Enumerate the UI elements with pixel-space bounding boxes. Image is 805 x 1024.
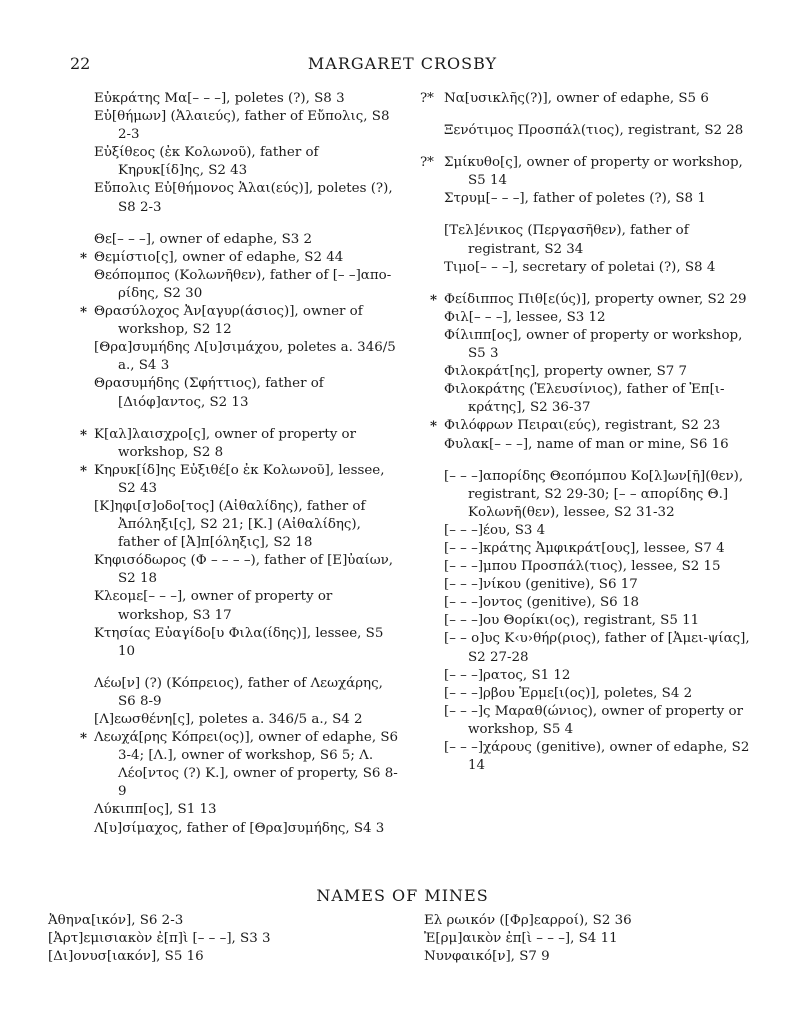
index-entry [94, 90, 400, 108]
mine-entry: [Δι]ονυσ[ιακόν], S5 16 [48, 949, 204, 965]
entry-text: Κηρυκ[ίδ]ης Εὐξιθέ[ο ἐκ Κολωνοῦ], lessee, S2 43 [94, 462, 385, 496]
entry-gap [420, 208, 750, 222]
entry-text: Λ[υ]σίμαχος, father of [Θρα]συμήδης, S4 3 [94, 820, 385, 836]
entry-text: Σμίκυθο[ς], owner of property or workshop, S5 14 [444, 155, 743, 189]
entry-text: [– – –]απορίδης Θεοπόμπου Κο[λ]ων[ῆ](θεν), registrant, S2 29-30; [– – απορίδης Θ.] Κολωνῆ(θεν), lessee, S2 31-32 [444, 468, 744, 520]
index-entry [444, 309, 750, 327]
index-entry [444, 436, 750, 454]
entry-text: Λύκιππ[ος], S1 13 [94, 802, 217, 818]
index-entry [94, 588, 400, 624]
index-entry [444, 381, 750, 417]
entry-text: [Κ]ηφι[σ]οδο[τος] (Αἰθαλίδης), father of Ἀπόληξι[ς], S2 21; [Κ.] (Αἰθαλίδης), father of [Ἀ]π[όληξις], S2 18 [94, 498, 366, 551]
entry-mark: * [430, 291, 438, 308]
mine-entry: Ελ ρωικόν ([Φρ]εαρροί), S2 36 [424, 913, 632, 928]
index-entry [444, 630, 750, 666]
entry-gap [70, 661, 400, 675]
entry-text: [– – ο]υς Κ‹υ›θήρ(ριος), father of [Ἀμει-ψίας], S2 27-28 [444, 631, 750, 665]
index-entry [444, 522, 750, 540]
entry-text: [Λ]εωσθένη[ς], poletes a. 346/5 a., S4 2 [94, 712, 363, 727]
index-entry [430, 417, 750, 435]
entry-text: Θε[– – –], owner of edaphe, S3 2 [94, 231, 313, 247]
index-entry [80, 729, 400, 801]
entry-mark: ?* [420, 91, 434, 106]
entry-gap [70, 412, 400, 426]
entry-text: Θεόπομπος (Κολωνῆθεν), father of [– –]απο-ρίδης, S2 30 [94, 267, 392, 301]
entry-text: Κηφισόδωρος (Φ – – – –), father of [Ε]ὐαίων, S2 18 [94, 553, 394, 587]
index-entry [444, 259, 750, 277]
mine-entry: Νυνφαικό[ν], S7 9 [424, 949, 550, 965]
entry-text: Θρασύλοχος Ἀν[αγυρ(άσιος)], owner of workshop, S2 12 [94, 304, 363, 338]
index-entry [94, 625, 400, 661]
entry-gap [420, 108, 750, 122]
entry-text: Λέω[ν] (?) (Κόπρειος), father of Λεωχάρης, S6 8-9 [94, 675, 383, 709]
index-entry [94, 675, 400, 711]
entry-gap [420, 140, 750, 154]
index-entry [94, 552, 400, 588]
entry-text: Φιλ[– – –], lessee, S3 12 [444, 309, 606, 325]
index-entry [80, 249, 400, 267]
names-of-mines-heading: NAMES OF MINES [316, 886, 489, 905]
mine-entry: Ἀθηνα[ικόν], S6 2-3 [48, 913, 184, 928]
entry-mark: ?* [420, 155, 434, 171]
index-entry [94, 180, 400, 216]
entry-mark: * [80, 426, 88, 443]
entry-text: [– – –]μπου Προσπάλ(τιος), lessee, S2 15 [444, 559, 721, 575]
entry-text: Φιλοκράτης (Ἐλευσίνιος), father of Ἐπ[ι-κράτης], S2 36-37 [444, 382, 725, 416]
entry-text: [– – –]οντος (genitive), S6 18 [444, 595, 639, 611]
index-entry [94, 267, 400, 303]
index-entry [94, 711, 400, 729]
entry-text: [Θρα]συμήδης Λ[υ]σιμάχου, poletes a. 346/5 a., S4 3 [94, 340, 396, 374]
entry-mark: * [80, 249, 88, 266]
entry-mark: * [80, 730, 88, 747]
index-entry [444, 594, 750, 612]
index-entry [444, 558, 750, 576]
entry-text: Φίλιππ[ος], owner of property or workshop, S5 3 [444, 327, 743, 362]
entry-text: Λεωχά[ρης Κόπρει(ος)], owner of edaphe, S6 3-4; [Λ.], owner of workshop, S6 5; Λ. Λέο[ντος (?) Κ.], owner of property, S6 8-9 [94, 730, 399, 800]
entry-text: Θεμίστιο[ς], owner of edaphe, S2 44 [94, 249, 344, 265]
entry-text: Στρυμ[– – –], father of poletes (?), S8 1 [444, 191, 706, 207]
entry-text: Ξενότιμος Προσπάλ(τιος), registrant, S2 28 [444, 123, 744, 139]
entry-text: [– – –]ρβου Ἑρμε[ι(ος)], poletes, S4 2 [444, 685, 693, 701]
entry-text: Κ[αλ]λαισχρο[ς], owner of property or workshop, S2 8 [94, 426, 357, 460]
index-entry [94, 801, 400, 819]
index-entry [94, 498, 400, 552]
entry-mark: * [80, 462, 88, 479]
index-entry [80, 462, 400, 498]
right-column [420, 90, 750, 775]
index-entry [444, 703, 750, 739]
mines-left-list [48, 912, 378, 966]
entry-mark: * [430, 418, 438, 435]
entry-text: Φείδιππος Πιθ[ε(ύς)], property owner, S2 29 [444, 291, 747, 307]
index-entry [420, 154, 750, 190]
index-entry [444, 327, 750, 363]
mine-entry: Ἐ[ρμ]αικὸν ἐπ[ὶ – – –], S4 11 [424, 931, 618, 947]
index-entry [94, 339, 400, 375]
mines-right-list [424, 912, 754, 966]
index-entry [94, 108, 400, 144]
entry-gap [70, 217, 400, 231]
entry-text: Φιλοκράτ[ης], property owner, S7 7 [444, 364, 688, 380]
running-head: MARGARET CROSBY [307, 54, 498, 73]
index-entry [94, 144, 400, 180]
index-entry [444, 363, 750, 381]
index-entry [94, 820, 400, 838]
index-entry [444, 685, 750, 703]
entry-text: Να[υσικλῆς(?)], owner of edaphe, S5 6 [444, 91, 709, 106]
entry-text: Κλεομε[– – –], owner of property or workshop, S3 17 [94, 589, 333, 623]
index-entry [444, 468, 750, 522]
index-entry [444, 122, 750, 140]
index-entry [420, 90, 750, 108]
entry-text: Τιμο[– – –], secretary of poletai (?), S8 4 [444, 259, 716, 275]
entry-text: Εὐ[θήμων] (Ἁλαιεύς), father of Εὔπολις, S8 2-3 [94, 109, 390, 143]
entry-text: [Τελ]ένικος (Περγασῆθεν), father of registrant, S2 34 [444, 223, 689, 257]
index-entry [80, 426, 400, 462]
entry-text: Εὔπολις Εὐ[θήμονος Ἁλαι(εύς)], poletes (?), S8 2-3 [94, 181, 393, 215]
entry-gap [420, 277, 750, 291]
index-entry [80, 303, 400, 339]
entry-text: [– – –]κράτης Ἀμφικράτ[ους], lessee, S7 4 [444, 540, 725, 556]
entry-text: [– – –]ρατος, S1 12 [444, 667, 571, 683]
entry-gap [420, 454, 750, 468]
entry-text: Εὐξίθεος (ἐκ Κολωνοῦ), father of Κηρυκ[ίδ]ης, S2 43 [94, 145, 319, 179]
left-column [70, 90, 400, 838]
page-number: 22 [70, 54, 91, 73]
entry-text: [– – –]νίκου (genitive), S6 17 [444, 577, 638, 593]
entry-text: [– – –]χάρους (genitive), owner of edaphe, S2 14 [444, 740, 750, 774]
entry-text: Φυλακ[– – –], name of man or mine, S6 16 [444, 436, 729, 452]
index-entry [430, 291, 750, 309]
index-entry [444, 222, 750, 258]
index-entry [94, 231, 400, 249]
index-entry [94, 375, 400, 411]
entry-text: Φιλόφρων Πειραι(εύς), registrant, S2 23 [444, 418, 721, 434]
index-entry [444, 540, 750, 558]
index-entry [444, 667, 750, 685]
entry-text: Κτησίας Εὐαγίδο[υ Φιλα(ίδης)], lessee, S5 10 [94, 625, 384, 659]
entry-text: [– – –]ου Θορίκι(ος), registrant, S5 11 [444, 613, 700, 629]
entry-mark: * [80, 304, 88, 321]
entry-text: [– – –]έου, S3 4 [444, 522, 546, 538]
entry-text: [– – –]ς Μαραθ(ώνιος), owner of property or workshop, S5 4 [444, 703, 743, 737]
index-entry [444, 739, 750, 775]
mine-entry: [Ἀρτ]εμισιακὸν ἐ[π]ὶ [– – –], S3 3 [48, 931, 271, 947]
index-entry [444, 190, 750, 208]
index-entry [444, 576, 750, 594]
entry-text: Θρασυμήδης (Σφήττιος), father of [Διόφ]αντος, S2 13 [94, 376, 324, 410]
index-entry [444, 612, 750, 630]
entry-text: Εὐκράτης Μα[– – –], poletes (?), S8 3 [94, 91, 345, 106]
